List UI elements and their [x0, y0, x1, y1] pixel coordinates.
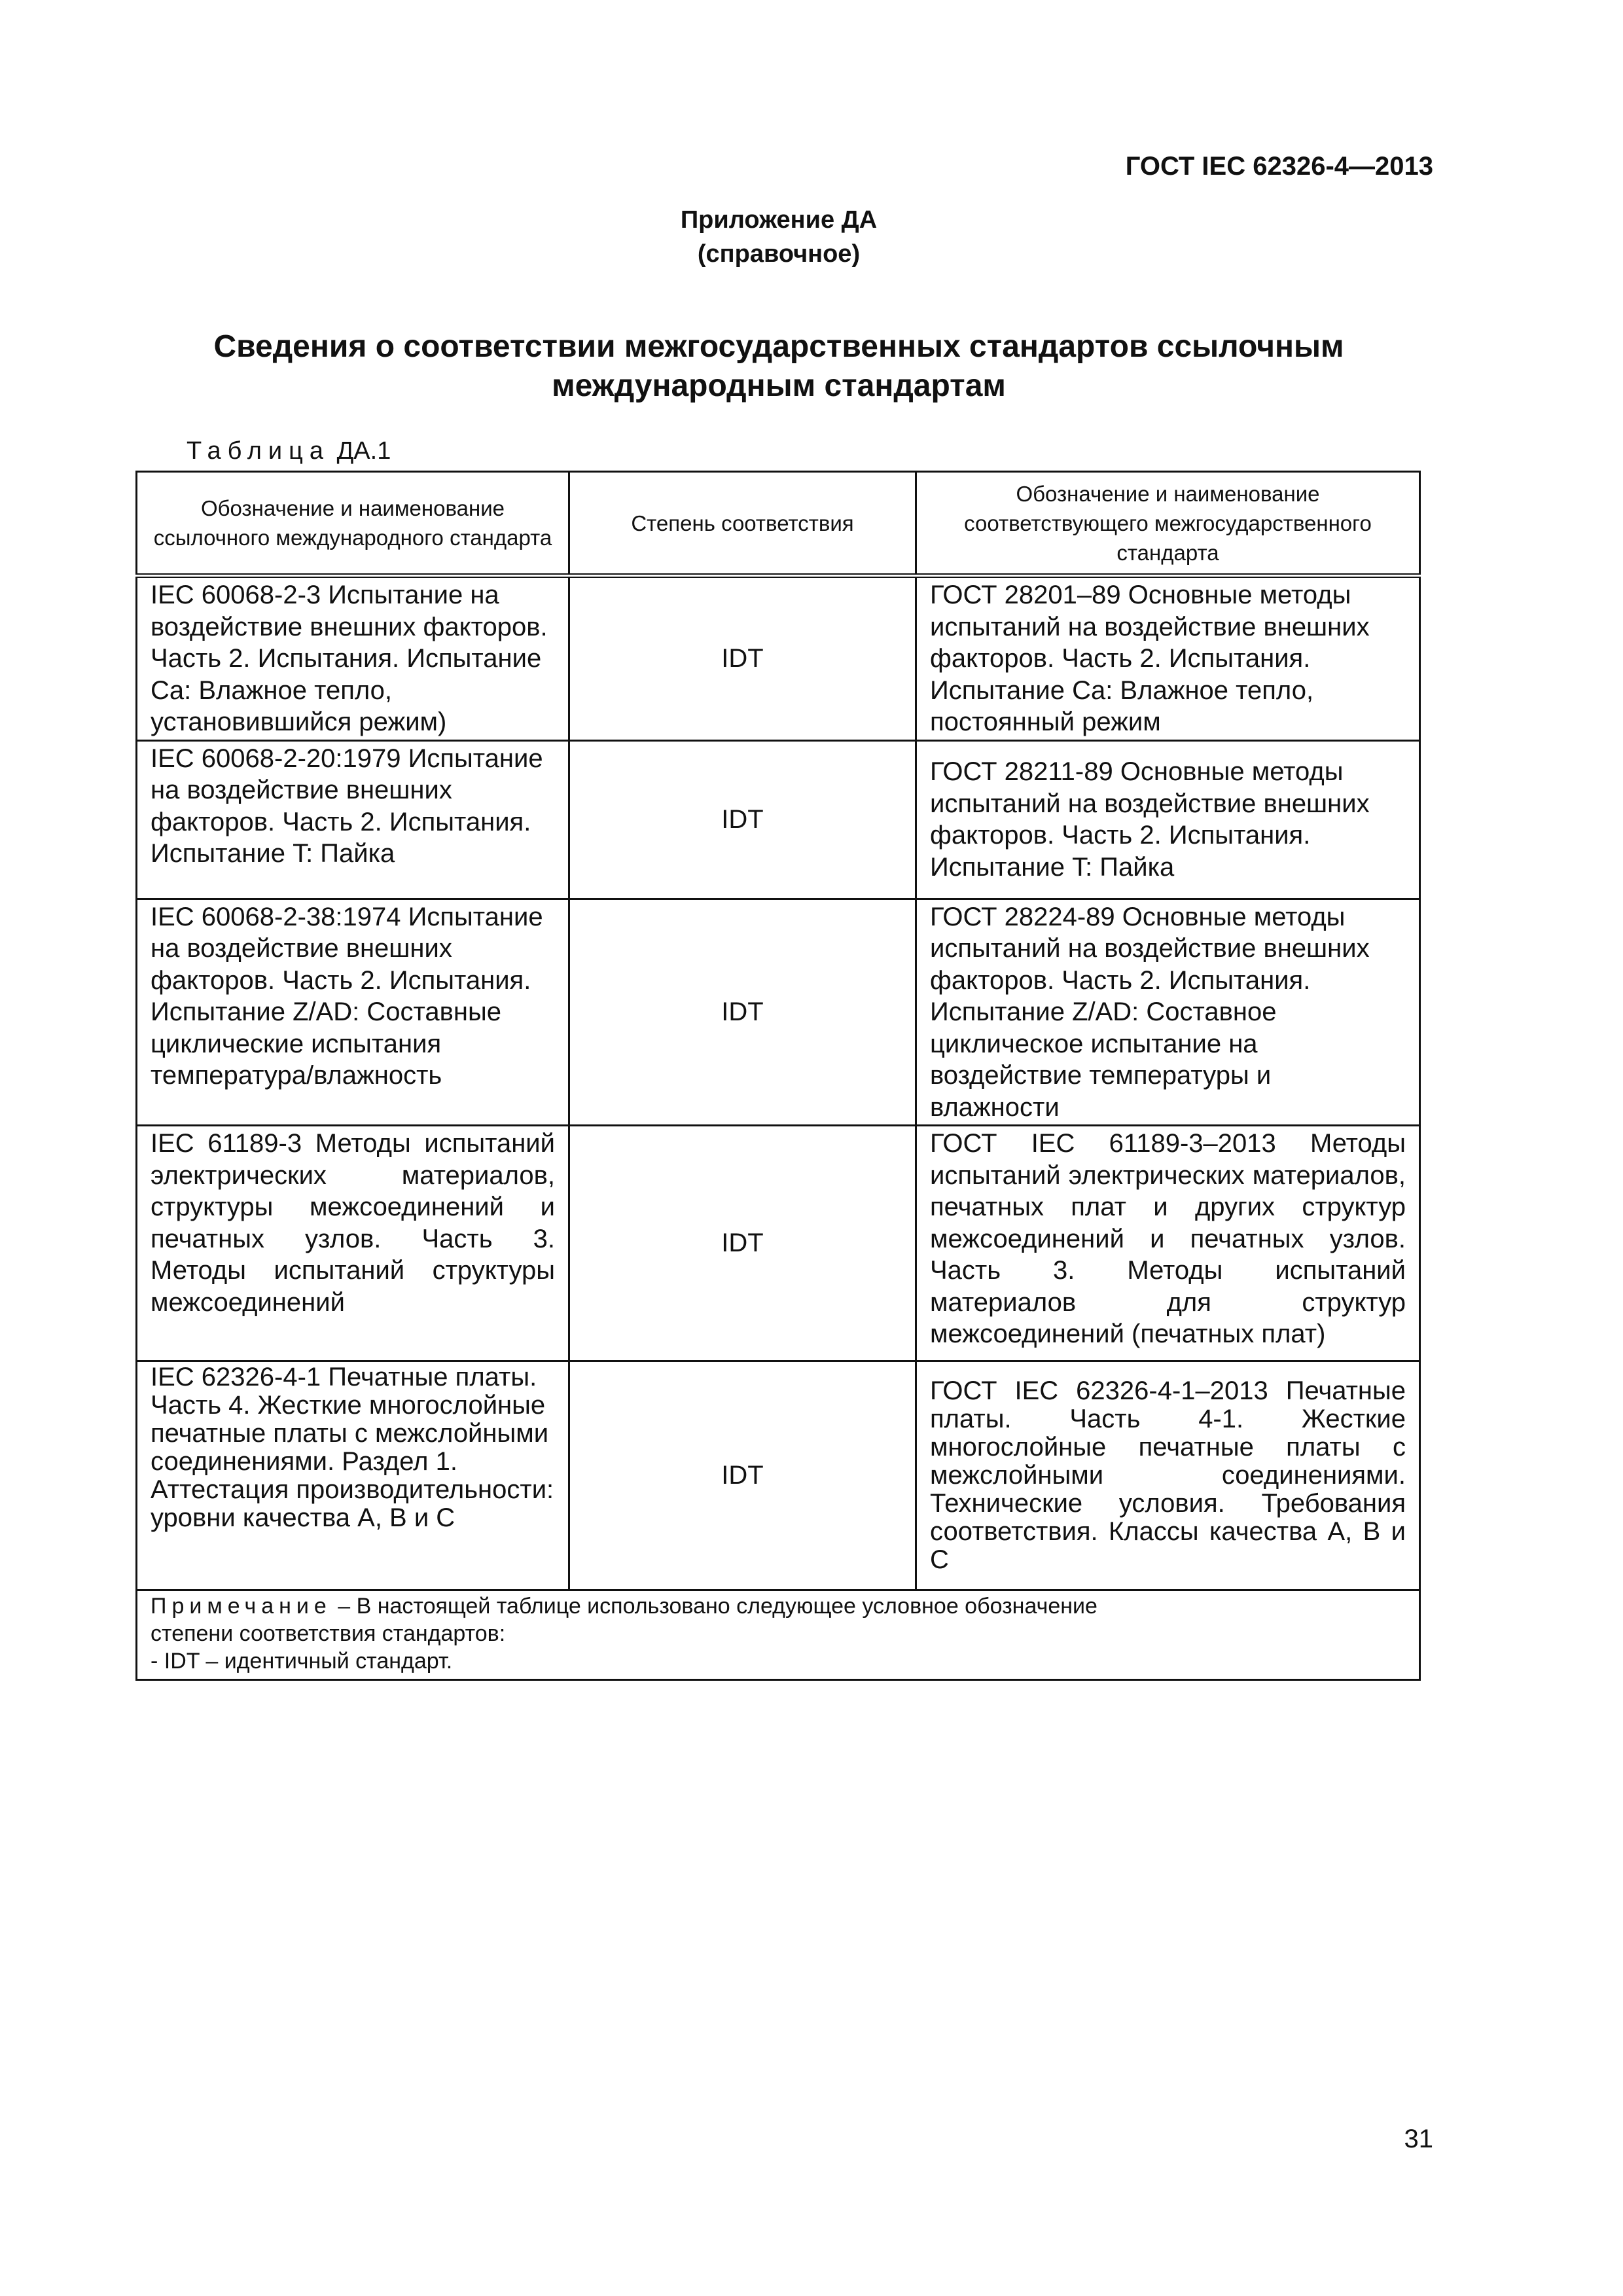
appendix-title: Приложение ДА	[680, 206, 878, 234]
table-note-row	[137, 1590, 1420, 1680]
interstate-standard-cell: ГОСТ IEC 61189-3–2013 Методы испытаний электрических материалов, печатных плат и других структур межсоединений и печатных узлов. Часть 3. Методы испытаний материалов для структур межсоединений (печатных плат)	[916, 1126, 1420, 1361]
table-caption-word: Таблица	[187, 437, 330, 465]
international-standard-cell: IEC 62326-4-1 Печатные платы. Часть 4. Жесткие многослойные печатные платы с межслойными соединениями. Раздел 1. Аттестация производительности: уровни качества А, В и С	[137, 1361, 569, 1590]
note-line1: – В настоящей таблице использовано следующее условное обозначение	[331, 1594, 1097, 1619]
header-international-standard: Обозначение и наименование ссылочного международного стандарта	[137, 472, 569, 576]
appendix-heading	[0, 203, 1558, 271]
international-standard-cell: IEC 60068-2-20:1979 Испытание на воздействие внешних факторов. Часть 2. Испытания. Испытание T: Пайка	[137, 740, 569, 899]
note-label: Примечание	[151, 1594, 332, 1619]
degree-cell: IDT	[569, 740, 916, 899]
degree-cell: IDT	[569, 576, 916, 741]
international-standard-cell: IEC 60068-2-38:1974 Испытание на воздействие внешних факторов. Часть 2. Испытания. Испытание Z/AD: Составные циклические испытания температура/влажность	[137, 899, 569, 1126]
interstate-standard-cell: ГОСТ 28201–89 Основные методы испытаний на воздействие внешних факторов. Часть 2. Испытания. Испытание Ca: Влажное тепло, постоянный режим	[916, 576, 1420, 741]
table-caption	[187, 437, 391, 465]
table-row	[137, 740, 1420, 899]
table-caption-number: ДА.1	[336, 437, 391, 465]
header-degree: Степень соответствия	[569, 472, 916, 576]
note-line3: - IDT – идентичный стандарт.	[151, 1649, 453, 1674]
table-note	[137, 1590, 1420, 1680]
international-standard-cell: IEC 60068-2-3 Испытание на воздействие внешних факторов. Часть 2. Испытания. Испытание Ca: Влажное тепло, установившийся режим)	[137, 576, 569, 741]
degree-cell: IDT	[569, 899, 916, 1126]
interstate-standard-cell: ГОСТ 28211-89 Основные методы испытаний на воздействие внешних факторов. Часть 2. Испытания. Испытание T: Пайка	[916, 740, 1420, 899]
correspondence-table	[135, 471, 1421, 1681]
section-title-line2: международным стандартам	[552, 368, 1006, 403]
interstate-standard-cell: ГОСТ 28224-89 Основные методы испытаний на воздействие внешних факторов. Часть 2. Испытания. Испытание Z/AD: Составное циклическое испытание на воздействие температуры и влажности	[916, 899, 1420, 1126]
page-number: 31	[1404, 2125, 1433, 2153]
table-row	[137, 899, 1420, 1126]
table-header-row	[137, 472, 1420, 576]
table-row	[137, 1126, 1420, 1361]
table-row	[137, 1361, 1420, 1590]
section-title	[137, 327, 1420, 406]
interstate-standard-cell: ГОСТ IEC 62326-4-1–2013 Печатные платы. Часть 4-1. Жесткие многослойные печатные платы с межслойными соединениями. Технические условия. Требования соответствия. Классы качества А, В и С	[916, 1361, 1420, 1590]
table-row	[137, 576, 1420, 741]
document-code: ГОСТ IEC 62326-4—2013	[1125, 152, 1433, 181]
appendix-subtitle: (справочное)	[697, 240, 861, 268]
degree-cell: IDT	[569, 1361, 916, 1590]
degree-cell: IDT	[569, 1126, 916, 1361]
international-standard-cell: IEC 61189-3 Методы испытаний электрических материалов, структуры межсоединений и печатных узлов. Часть 3. Методы испытаний структуры межсоединений	[137, 1126, 569, 1361]
section-title-line1: Сведения о соответствии межгосударственных стандартов ссылочным	[213, 329, 1344, 364]
header-interstate-standard: Обозначение и наименование соответствующего межгосударственного стандарта	[916, 472, 1420, 576]
note-line2: степени соответствия стандартов:	[151, 1621, 506, 1646]
